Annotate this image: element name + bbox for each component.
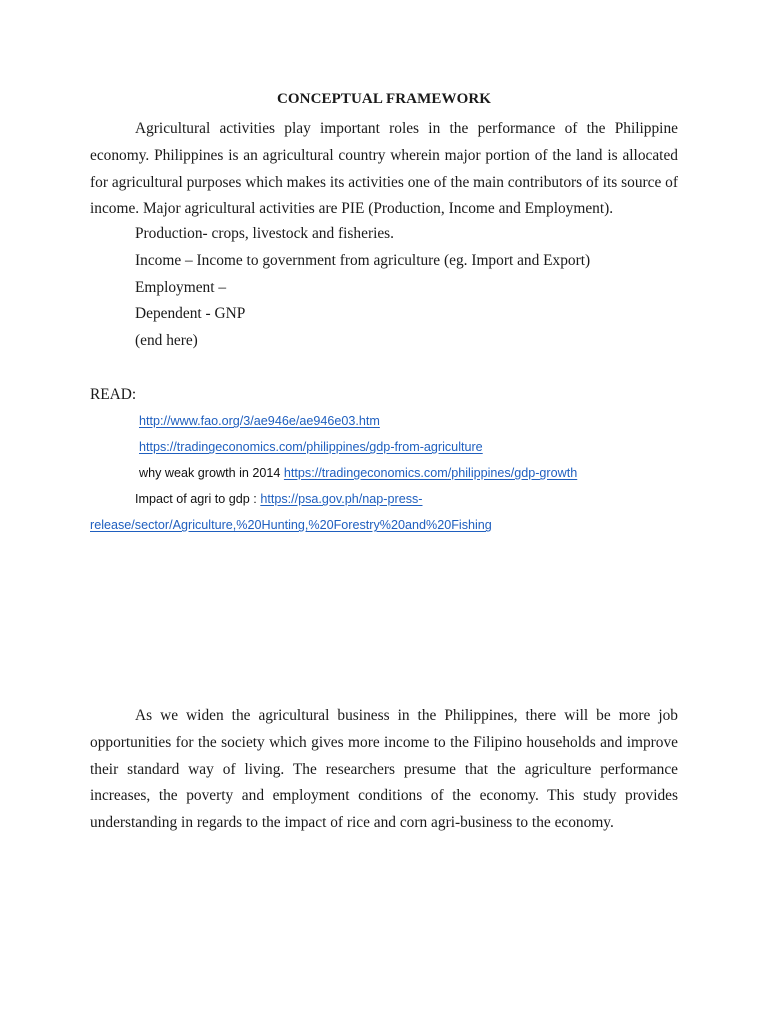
- link-prefix-impact: Impact of agri to gdp :: [135, 492, 257, 506]
- link-row-5: [90, 518, 492, 532]
- psa-link-part2[interactable]: release/sector/Agriculture,%20Hunting,%20Forestry%20and%20Fishing: [90, 518, 492, 532]
- psa-link-part1[interactable]: https://psa.gov.ph/nap-press-: [260, 492, 423, 506]
- link-row-4: [135, 492, 423, 506]
- pie-item-dependent: Dependent - GNP: [135, 305, 246, 322]
- link-prefix-weak-growth: why weak growth in 2014: [139, 466, 281, 480]
- fao-link[interactable]: http://www.fao.org/3/ae946e/ae946e03.htm: [139, 414, 380, 428]
- link-row-1: [139, 414, 380, 428]
- pie-item-employment: Employment –: [135, 279, 227, 296]
- read-label: READ:: [90, 386, 137, 403]
- link-row-3: [139, 466, 577, 480]
- closing-paragraph: [90, 703, 678, 837]
- intro-paragraph-text: Agricultural activities play important roles in the performance of the Philippine economy. Philippines is an agricultural country wherein major portion of the land is allocated for agricultural purposes which makes its activities one of the main contributors of its source of income. Major agricultural activities are PIE (Production, Income and Employment).: [90, 120, 678, 218]
- pie-item-income: Income – Income to government from agriculture (eg. Import and Export): [135, 252, 591, 269]
- document-title: CONCEPTUAL FRAMEWORK: [276, 91, 492, 107]
- end-note: (end here): [135, 332, 198, 349]
- intro-paragraph: [90, 116, 678, 223]
- gdp-growth-link[interactable]: https://tradingeconomics.com/philippines/gdp-growth: [283, 466, 578, 480]
- link-row-2: [139, 440, 483, 454]
- pie-item-production: Production- crops, livestock and fisheries.: [135, 225, 395, 242]
- gdp-from-agriculture-link[interactable]: https://tradingeconomics.com/philippines/gdp-from-agriculture: [139, 440, 483, 454]
- closing-paragraph-text: As we widen the agricultural business in the Philippines, there will be more job opportunities for the society which gives more income to the Filipino households and improve their standard way of living. The researchers presume that the agriculture performance increases, the poverty and employment conditions of the economy. This study provides understanding in regards to the impact of rice and corn agri-business to the economy.: [90, 707, 678, 832]
